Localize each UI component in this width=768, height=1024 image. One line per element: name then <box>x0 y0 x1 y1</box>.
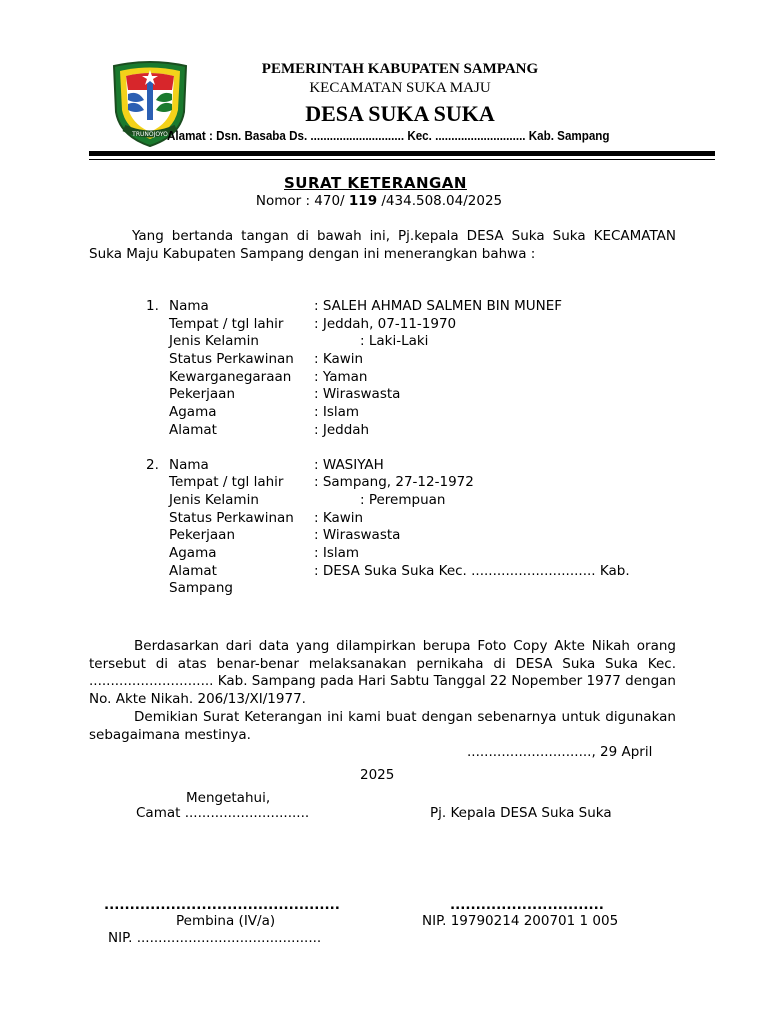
letter-number-value: 119 <box>348 193 378 209</box>
date-year: 2025 <box>360 767 395 783</box>
person1-address-label: Alamat <box>169 422 217 438</box>
emblem-label: TRUNOJOYO <box>132 131 168 138</box>
person2-address-label: Alamat <box>169 563 217 579</box>
camat-rank: Pembina (IV/a) <box>176 913 276 929</box>
body-paragraph-closing: Demikian Surat Keterangan ini kami buat dengan sebenarnya untuk digunakan sebagaimana mestinya. <box>89 709 676 743</box>
body-paragraph-basis: Berdasarkan dari data yang dilampirkan berupa Foto Copy Akte Nikah orang tersebut di atas benar-benar melaksanakan pernikaha di DESA Suka Suka Kec. ............................. Kab. Sampang pada Hari Sabtu Tanggal 22 Nopember 1977 dengan No. Akte Nikah. 206/13/XI/1977. <box>89 638 676 707</box>
village-head-signature-line: .............................. <box>450 897 604 913</box>
letter-title: SURAT KETERANGAN <box>284 174 467 192</box>
letter-number-prefix: Nomor : 470/ <box>255 193 349 209</box>
person1-birth-label: Tempat / tgl lahir <box>169 316 284 332</box>
person2-job-label: Pekerjaan <box>169 527 236 543</box>
header-address: Alamat : Dsn. Basaba Ds. ............................. Kec. ............................ Kab. Sampang <box>167 129 610 143</box>
person1-marital-value: : Kawin <box>314 351 364 367</box>
person2-address-continuation: Sampang <box>169 580 233 596</box>
village-head-title: Pj. Kepala DESA Suka Suka <box>430 805 612 821</box>
date-place-line: ............................., 29 April <box>467 744 653 760</box>
person2-name-label: Nama <box>169 457 209 473</box>
person2-address-value: : DESA Suka Suka Kec. ............................. Kab. <box>314 563 630 579</box>
header-government: PEMERINTAH KABUPATEN SAMPANG <box>261 61 539 77</box>
person1-birth-value: : Jeddah, 07-11-1970 <box>314 316 457 332</box>
person1-number: 1. <box>146 298 159 314</box>
person2-job-value: : Wiraswasta <box>314 527 401 543</box>
person2-number: 2. <box>146 457 159 473</box>
person1-gender-value: : Laki-Laki <box>360 333 429 349</box>
camat-signature-line: .............................................. <box>104 897 340 913</box>
person2-birth-value: : Sampang, 27-12-1972 <box>314 474 474 490</box>
header-village: DESA SUKA SUKA <box>305 101 495 126</box>
person1-gender-label: Jenis Kelamin <box>169 333 259 349</box>
intro-paragraph: Yang bertanda tangan di bawah ini, Pj.kepala DESA Suka Suka KECAMATAN Suka Maju Kabupaten Sampang dengan ini menerangkan bahwa : <box>89 228 676 262</box>
person1-name-value: : SALEH AHMAD SALMEN BIN MUNEF <box>314 298 563 314</box>
person2-gender-value: : Perempuan <box>360 492 446 508</box>
person1-nationality-label: Kewarganegaraan <box>169 369 292 385</box>
person2-name-value: : WASIYAH <box>314 457 384 473</box>
person2-religion-value: : Islam <box>314 545 360 561</box>
person1-marital-label: Status Perkawinan <box>169 351 294 367</box>
person2-marital-value: : Kawin <box>314 510 364 526</box>
person1-job-value: : Wiraswasta <box>314 386 401 402</box>
acknowledged-label: Mengetahui, <box>186 790 271 806</box>
person1-religion-label: Agama <box>169 404 217 420</box>
person2-birth-label: Tempat / tgl lahir <box>169 474 284 490</box>
person2-marital-label: Status Perkawinan <box>169 510 294 526</box>
person1-religion-value: : Islam <box>314 404 360 420</box>
letter-number <box>89 193 669 209</box>
header-district: KECAMATAN SUKA MAJU <box>309 80 491 96</box>
person1-name-label: Nama <box>169 298 209 314</box>
camat-nip: NIP. ........................................... <box>108 930 322 946</box>
header-divider-thin <box>89 159 715 160</box>
letter-number-suffix: /434.508.04/2025 <box>377 193 503 209</box>
person1-nationality-value: : Yaman <box>314 369 368 385</box>
person1-address-value: : Jeddah <box>314 422 370 438</box>
header-divider-thick <box>89 151 715 156</box>
person2-gender-label: Jenis Kelamin <box>169 492 259 508</box>
camat-title: Camat ............................. <box>136 805 310 821</box>
person2-religion-label: Agama <box>169 545 217 561</box>
village-head-nip: NIP. 19790214 200701 1 005 <box>422 913 619 929</box>
person1-job-label: Pekerjaan <box>169 386 236 402</box>
